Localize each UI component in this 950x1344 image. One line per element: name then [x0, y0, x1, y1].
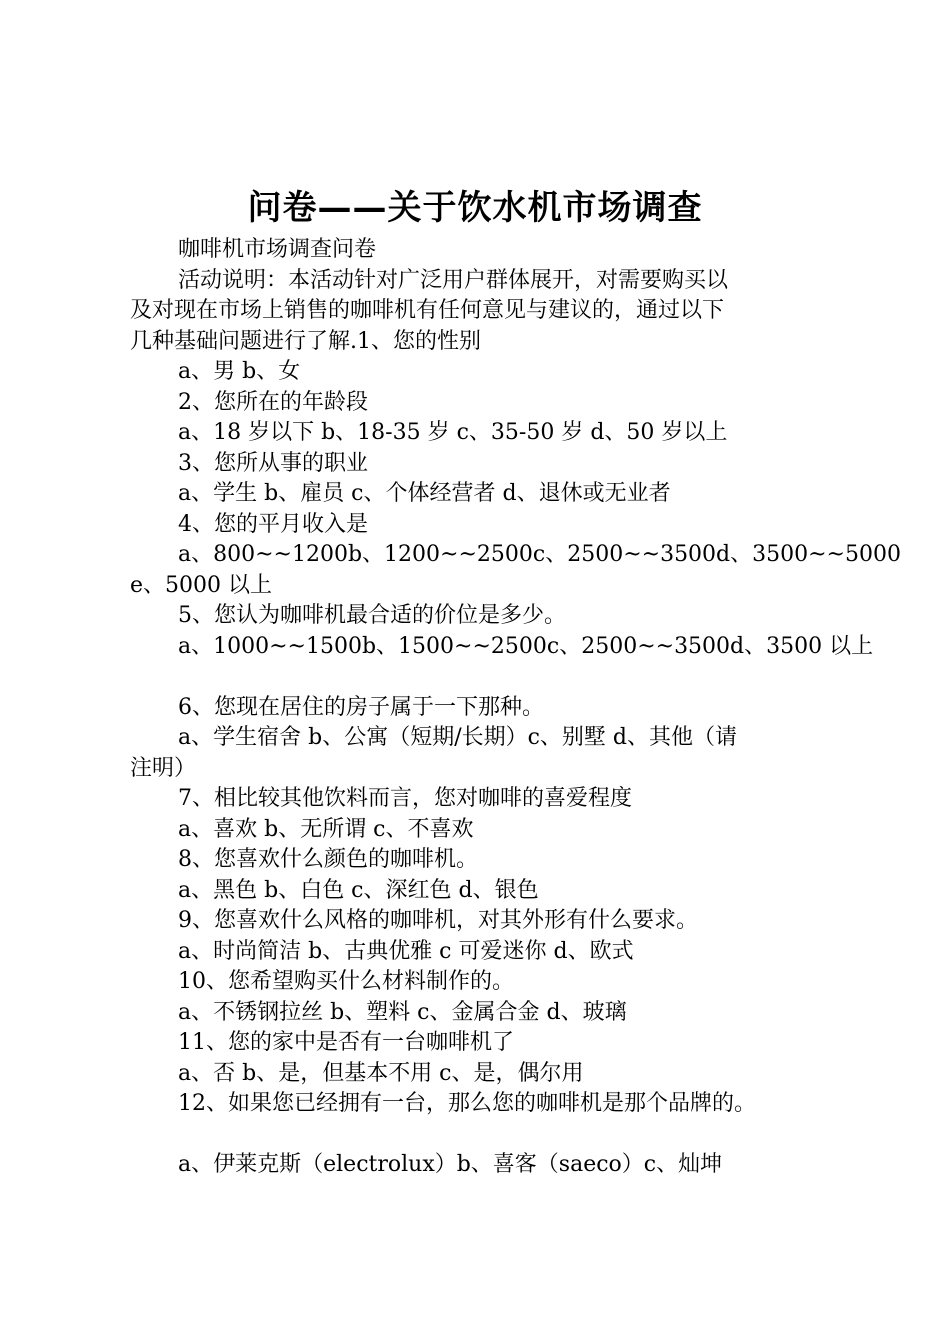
answer-options: a、不锈钢拉丝 b、塑料 c、金属合金 d、玻璃 [178, 999, 627, 1025]
survey-subtitle: 咖啡机市场调查问卷 [178, 237, 377, 262]
answer-options: a、学生宿舍 b、公寓（短期/长期）c、别墅 d、其他（请 [178, 725, 738, 750]
answer-options: a、18 岁以下 b、18-35 岁 c、35-50 岁 d、50 岁以上 [178, 420, 728, 445]
answer-options: a、时尚简洁 b、古典优雅 c 可爱迷你 d、欧式 [178, 938, 634, 964]
document-body [130, 235, 901, 1181]
answer-options: a、800~~1200b、1200~~2500c、2500~~3500d、3500~~5000 [178, 542, 901, 567]
answer-options: a、学生 b、雇员 c、个体经营者 d、退休或无业者 [178, 481, 671, 506]
question: 5、您认为咖啡机最合适的价位是多少。 [178, 603, 566, 628]
question: 2、您所在的年龄段 [178, 389, 368, 415]
document-title: 问卷——关于饮水机市场调查 [247, 188, 703, 228]
answer-options: a、喜欢 b、无所谓 c、不喜欢 [178, 816, 474, 842]
answer-options-continued: 注明） [130, 755, 197, 781]
question: 10、您希望购买什么材料制作的。 [178, 969, 514, 994]
question: 9、您喜欢什么风格的咖啡机，对其外形有什么要求。 [178, 908, 698, 933]
question: 4、您的平月收入是 [178, 511, 368, 537]
answer-options: a、否 b、是，但基本不用 c、是，偶尔用 [178, 1060, 584, 1086]
answer-options-continued: e、5000 以上 [130, 572, 273, 598]
blank-line [130, 662, 840, 693]
blank-line [130, 1120, 840, 1151]
question: 8、您喜欢什么颜色的咖啡机。 [178, 847, 478, 872]
question: 6、您现在居住的房子属于一下那种。 [178, 694, 544, 720]
intro-line: 活动说明：本活动针对广泛用户群体展开，对需要购买以 [178, 267, 729, 293]
question: 3、您所从事的职业 [178, 450, 368, 476]
intro-line: 及对现在市场上销售的咖啡机有任何意见与建议的，通过以下 [130, 298, 725, 323]
question: 12、如果您已经拥有一台，那么您的咖啡机是那个品牌的。 [178, 1091, 756, 1116]
question: 7、相比较其他饮料而言，您对咖啡的喜爱程度 [178, 786, 632, 811]
answer-options: a、1000~~1500b、1500~~2500c、2500~~3500d、3500 以上 [178, 633, 874, 659]
answer-options: a、男 b、女 [178, 359, 301, 384]
question: 11、您的家中是否有一台咖啡机了 [178, 1030, 514, 1055]
intro-line: 几种基础问题进行了解.1、您的性别 [130, 328, 481, 354]
answer-options: a、伊莱克斯（electrolux）b、喜客（saeco）c、灿坤 [178, 1152, 723, 1177]
answer-options: a、黑色 b、白色 c、深红色 d、银色 [178, 877, 539, 903]
